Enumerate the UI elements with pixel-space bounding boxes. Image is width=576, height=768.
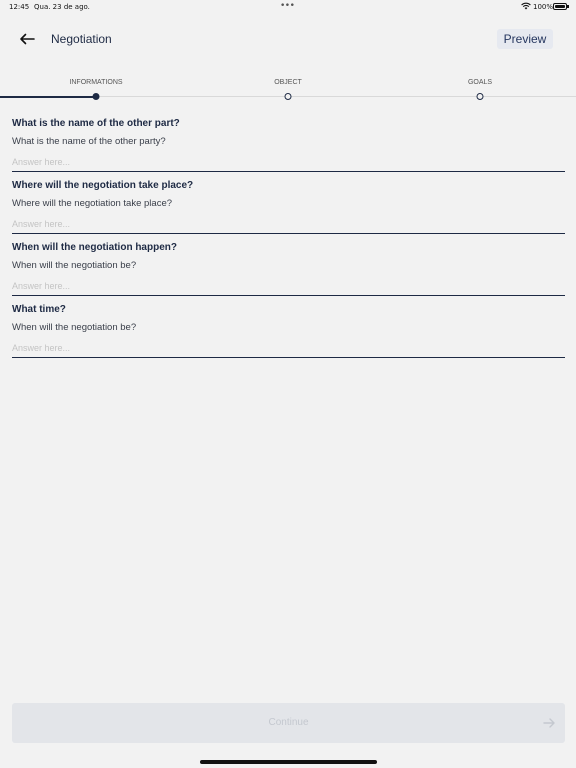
battery-tip (567, 5, 569, 8)
step-informations[interactable]: INFORMATIONS (69, 79, 123, 86)
question-subtitle: When will the negotiation be? (12, 260, 137, 271)
home-indicator[interactable] (200, 760, 377, 764)
question-subtitle: Where will the negotiation take place? (12, 198, 173, 209)
answer-input-time[interactable] (12, 338, 565, 358)
question-title: What is the name of the other part? (12, 118, 180, 129)
question-title: What time? (12, 304, 66, 315)
status-time: 12:45 (9, 3, 30, 11)
continue-label: Continue (268, 717, 309, 728)
question-subtitle: When will the negotiation be? (12, 322, 137, 333)
question-time (12, 301, 565, 363)
question-location (12, 177, 565, 239)
step-dot-informations (93, 93, 100, 100)
question-subtitle: What is the name of the other party? (12, 136, 166, 147)
question-title: When will the negotiation happen? (12, 242, 177, 253)
arrow-left-icon (19, 33, 35, 45)
page-title: Negotiation (51, 32, 112, 46)
question-date (12, 239, 565, 301)
status-bar (0, 0, 576, 14)
multitasking-dots[interactable]: ••• (280, 1, 295, 11)
status-date: Qua. 23 de ago. (34, 3, 90, 11)
battery-icon (553, 3, 567, 10)
answer-input-location[interactable] (12, 214, 565, 234)
preview-button[interactable]: Preview (497, 29, 553, 49)
answer-input-date[interactable] (12, 276, 565, 296)
stepper (0, 76, 576, 102)
question-other-party (12, 115, 565, 177)
back-button[interactable] (16, 28, 38, 50)
battery-percentage: 100% (533, 3, 554, 11)
step-object[interactable]: OBJECT (274, 79, 302, 86)
continue-button[interactable] (12, 703, 565, 743)
wifi-icon (521, 2, 531, 10)
header (0, 26, 576, 52)
step-dot-object (285, 93, 292, 100)
step-dot-goals (477, 93, 484, 100)
question-title: Where will the negotiation take place? (12, 180, 194, 191)
footer (0, 688, 576, 768)
step-goals[interactable]: GOALS (467, 79, 493, 86)
arrow-right-icon (542, 716, 556, 730)
form (12, 115, 565, 363)
stepper-progress (0, 96, 96, 98)
answer-input-other-party[interactable] (12, 152, 565, 172)
